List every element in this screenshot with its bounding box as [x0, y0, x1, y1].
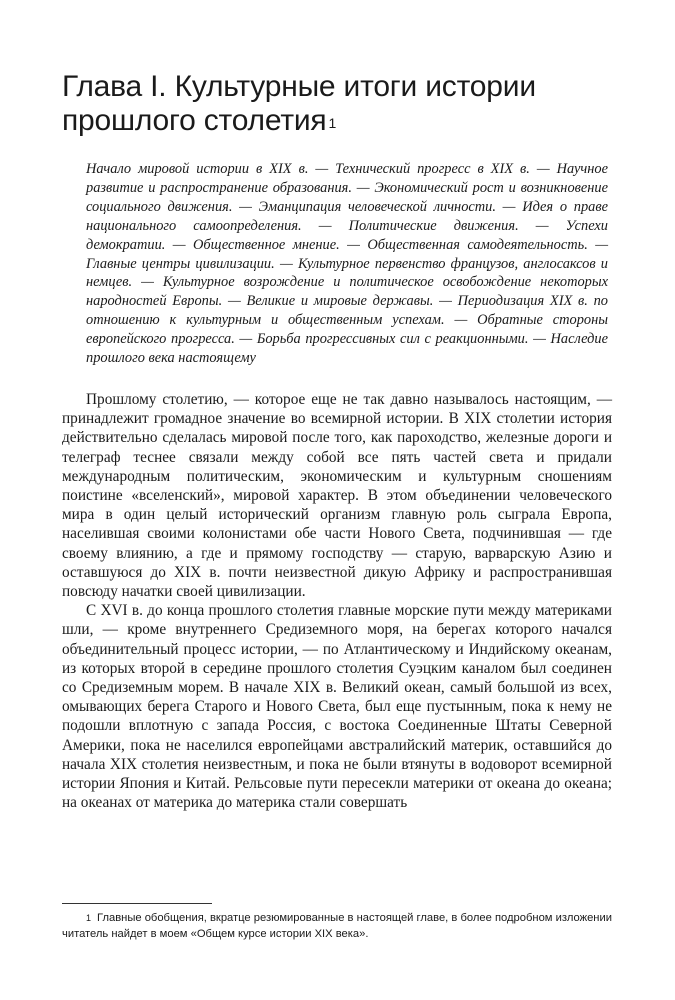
paragraph: С XVI в. до конца прошлого столетия главные морские пути между материками шли, — кроме внутреннего Средиземного моря, на берегах которого начался объединительный процесс истории, — по Атлантическому и Индийскому океанам, из которых второй в середине прошлого столетия Суэцким каналом был соединен со Средиземным морем. В начале XIX в. Великий океан, самый большой из всех, омывающих берега Старого и Нового Света, был еще пустынным, пока к нему не подошли вплотную с запада Россия, с востока Соединенные Штаты Северной Америки, пока не населился европейцами австралийский материк, оставшийся до начала XIX столетия неизвестным, и пока не были втянуты в водоворот всемирной истории Япония и Китай. Рельсовые пути пересекли материки от океана до океана; на океанах от материка до материка стали совершать [62, 602, 612, 812]
chapter-title [62, 70, 612, 138]
body-text [62, 390, 612, 812]
chapter-title-text: Глава I. Культурные итоги истории прошлого столетия [62, 70, 536, 137]
paragraph: Прошлому столетию, — которое еще не так давно называлось настоящим, — принадлежит громадное значение во всемирной истории. В XIX столетии история действительно сделалась мировой после того, как пароходство, железные дороги и телеграф теснее связали между собой все пять частей света и придали международным политическим, экономическим и культурным сношениям поистине «вселенский», мировой характер. В этом объединении человеческого мира в один целый исторический организм главную роль сыграла Европа, населившая своими колонистами обе части Нового Света, подчинившая — где своему влиянию, а где и прямому господству — старую, варварскую Азию и оставшуюся до XIX в. почти неизвестной дикую Африку и распространившая повсюду начатки своей цивилизации. [62, 390, 612, 600]
footnote [62, 910, 612, 942]
chapter-summary: Начало мировой истории в XIX в. — Технический прогресс в XIX в. — Научное развитие и распространение образования. — Экономический рост и возникновение социального движения. — Эманципация человеческой личности. — Идея о праве национального самоопределения. — Политические движения. — Успехи демократии. — Общественное мнение. — Общественная самодеятельность. — Главные центры цивилизации. — Культурное первенство французов, англосаксов и немцев. — Культурное возрождение и политическое освобождение некоторых народностей Европы. — Великие и мировые державы. — Периодизация XIX в. по отношению к культурным и общественным успехам. — Обратные стороны европейского прогресса. — Борьба прогрессивных сил с реакционными. — Наследие прошлого века настоящему [86, 161, 608, 367]
footnote-mark: 1 [86, 913, 92, 923]
footnote-reference[interactable]: 1 [328, 115, 337, 131]
footnote-text: Главные обобщения, вкратце резюмированные в настоящей главе, в более подробном изложении читатель найдет в моем «Общем курсе истории XIX века». [62, 912, 612, 940]
footnote-divider [62, 903, 212, 904]
page-content [62, 70, 612, 812]
